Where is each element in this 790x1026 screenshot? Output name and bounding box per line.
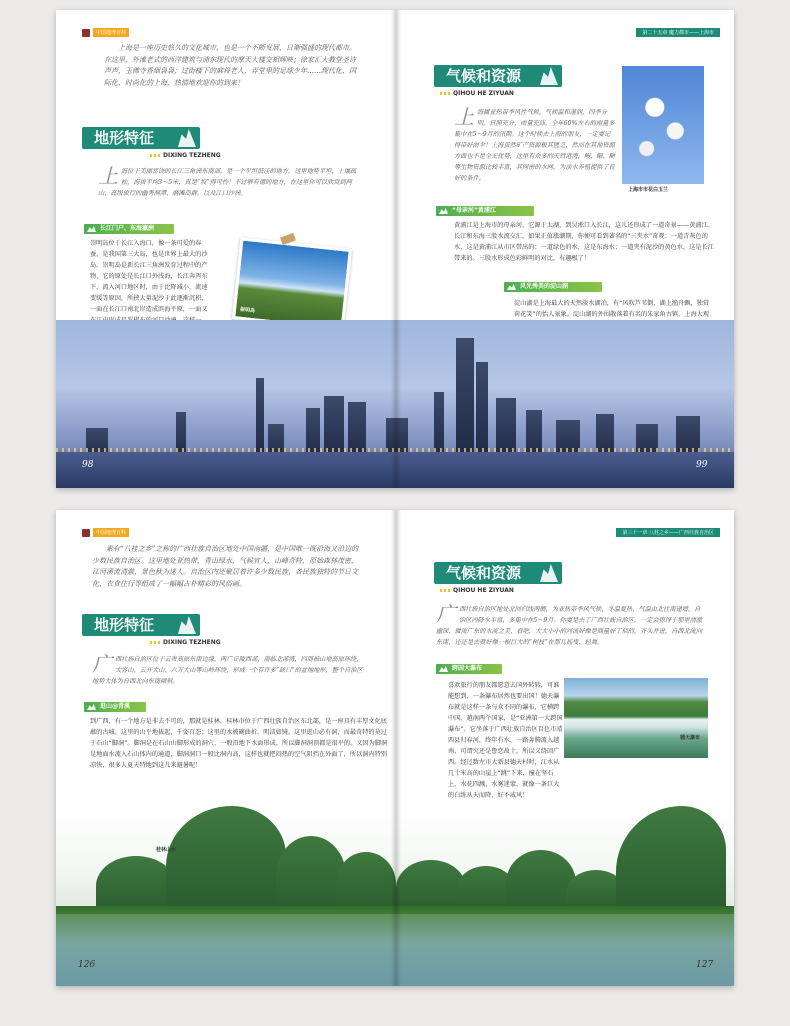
section-title-bar: [434, 562, 562, 584]
chapter-tag: 第三十一章 八桂之乡——广西壮族自治区: [616, 528, 720, 537]
page-number: 127: [696, 960, 714, 970]
bottom-spread: [56, 510, 734, 986]
intro-paragraph: 上海是一座历史悠久的文化城市，也是一个不断发展、日渐强盛的现代都市。在这里，外滩老式的西洋建筑与浦东现代的摩天大楼交相辉映；徐家汇大教堂圣诗声声，玉佛寺香烟袅袅；过街楼下的麻将老人，弄堂里的足球少年……现代化、国际化、时尚化的上海，热情地欢迎你的到来！: [104, 44, 356, 87]
section-title-bar: [82, 614, 200, 636]
drop-cap: 上: [454, 107, 474, 129]
mountain-icon: [540, 564, 558, 582]
drop-cap: 广: [92, 652, 112, 676]
header-tag: 中国地理百科: [82, 28, 129, 37]
building-silhouette: [456, 338, 474, 458]
subsection-body: 淀山湖是上海最大的天然淡水湖泊，有“风吹芦苇倒，湖上渔舟飘，独赏荷花笑”的怡人景象。淀山湖的外围散落着有名的朱家角古镇、上海大观: [514, 300, 710, 318]
subsection-body: 黄浦江是上海市的母亲河，它源于太湖，到吴淞口入长江，这儿还形成了一道奇景——黄浦江、长江和东海三股水流交汇，如果正值涨潮期，你便可看到著名的“三夹水”奇观：一道青灰色的水，这是黄浦江从市区带出的；一道绿色的水，这是东海水；一道夹有泥沙的黄色水，这是长江带来的。三股水形成色彩鲜明的对比，有趣极了！: [454, 222, 714, 262]
drop-cap: 广: [436, 604, 456, 626]
building-silhouette: [476, 362, 488, 458]
section-pinyin: DIXING TEZHENG: [150, 152, 221, 159]
karst-peak: [616, 806, 726, 916]
book-logo-icon: [82, 29, 90, 37]
section-body: 上 海属亚热带季风性气候，气候温和湿润，四季分明，日照充分，雨量充沛，全年60%左右的雨量多集中在5～9月的汛期。这个时候去上海的朋友，一定要记得带好雨伞！上海虽然矿产资源极其匮乏，然而在其他资源方面也不是全无优势，这里有众多的天然港湾，鳗、鲳、鲥等生物资源比较丰富，其网密的水网，为淡水养殖提供了良好的条件。: [454, 107, 615, 182]
drop-cap: 上: [98, 164, 118, 188]
subsection-heading: 长江门户、东海瀛洲: [84, 224, 174, 234]
section-title: 地形特征: [94, 616, 155, 634]
karst-peak: [166, 806, 286, 916]
chapter-tag: 第二十五章 魔力都市——上海市: [636, 28, 720, 37]
photo-caption: 崇明岛: [239, 306, 256, 315]
section-pinyin: DIXING TEZHENG: [150, 639, 221, 646]
section-body: 广 西壮族自治区位于云贵高原东南边缘，两广丘陵西部，南临北部湾，四周被山地高原环绕，大容山、云开大山、六万大山等山岭环绕，形成一个有许多“缺口”的盆地地形，整个自治区地势大体为自西北向东南倾斜。: [92, 652, 363, 685]
dots-decoration: [440, 92, 450, 95]
page-number: 99: [696, 460, 708, 470]
dots-decoration: [150, 154, 160, 157]
intro-paragraph: 素有“八桂之乡”之称的广西壮族自治区地处中国南疆，是中国唯一既沿海又沿边的少数民族自治区。这里地处亚热带，青山绿水，气候宜人，山峰奇特，原始森林茂密，江河溪流清澈，景色秋为迷人。自治区内还聚居着许多少数民族，各民族独特的节日文化、衣食住行等组成了一幅幅古朴精彩的风俗画。: [92, 545, 359, 588]
book-spine: [391, 10, 401, 488]
header-tag: 中国地理百科: [82, 528, 129, 537]
photo-caption: 上海市市花白玉兰: [628, 187, 669, 193]
subsection-heading: “母亲河”黄浦江: [436, 206, 534, 216]
subsection-body: 到广西，有一个地方是非去不可的，那就是桂林。桂林市位于广西壮族自治区东北部，是一座具有丰厚文化底蕴的古城。这里的山平地拔起，千姿百态；这里的水被碗曲折，明洁如镜。这里逛山必有洞，而最奇特的莫过于石山“脚洞”。脚洞是在石山山脚形成的洞穴，一般沿地下水面形成，所以脚洞洞顶都是很平的。又因为脚洞是地面水流入石山体内的通道，脚洞洞口一般比洞内高，这样也就把闷热的空气阻挡在外面了，所以洞内特别凉快，很多人夏天特地到这儿来避暑呢！: [90, 718, 388, 769]
waterfall-photo: [564, 678, 708, 758]
subsection-heading: 风光秀美的淀山湖: [504, 282, 602, 292]
section-body: 上 海位于美丽富饶的长江三角洲东南部，是一个平坦低洼的地方。这里地势平坦，土壤疏松，海拔平均3～5米，真是“坂”得可怜！不过够有德的地方，在这里你可以欣赏到两山、高级旅行的幽秀洞潭、磨滩岛群，以及江口沙洲。: [98, 164, 357, 197]
subsection-heading: 逛山@青溪: [84, 702, 146, 712]
section-body: 广 西壮族自治区地处北回归线两侧，为亚热带季风气候，冬温夏热，气温由北往南递增，自治区内降水丰富，多集中在5～9月。你要是去了广西壮族自治区，一定会惊讶于那里清澈幽深、微流广东的水流之美，看吧，大大小小的河流好像是商量好了似的，齐头并进，自西北流向东南，还还是去就好像一根巨大的“树枝”在那儿摇曳、轻舞。: [436, 604, 703, 646]
magnolia-photo: [622, 66, 704, 184]
section-title: 气候和资源: [446, 67, 522, 85]
mountain-icon: [540, 67, 558, 85]
section-title: 地形特征: [94, 129, 155, 147]
book-logo-icon: [82, 529, 90, 537]
subsection-heading: 跨国大瀑布: [436, 664, 502, 674]
section-title-bar: [434, 65, 562, 87]
section-title: 气候和资源: [446, 564, 522, 582]
photo-caption: 桂林山水: [156, 847, 177, 853]
page-number: 98: [82, 460, 94, 470]
island-photo: [232, 237, 352, 330]
building-silhouette: [256, 378, 264, 458]
subsection-body: 喜欢旅行的朋友都愿意去国外转转，可谁能想到，一条瀑布居然也要出国！德天瀑布就是这样一条与众不同的瀑布，它横跨中国、越南两个国家，是“亚洲第一大跨国瀑布”。它坐落于广西壮族自治区百色市靖西县归春河，终年有水，一路奔腾流入越南，可谓究还是鲁恋故土，所以又绕回广西。经过数左市大新县德天村时，江水从几十米高的山崖上“跳”下来，撞在坚石上，水花四溅，水雾迷蒙，就像一条巨大的白练从天而降，好不威风！: [448, 682, 563, 799]
subsection-body: 崇明岛位于长江入海口，像一条可爱的春蚕，是我国第三大岛，也是世界上最大的沙岛。崇明岛是新长江三角洲发育过程中的产物，它的原处是长江口外浅海，长江奔泻东下，流入河口地区时，由于比降减小，流速变缓等原因，所挟大量泥沙于此逐渐沉积，一面在长江口南北岸造成滨海平原，一面又: [90, 240, 208, 313]
book-spine: [391, 510, 401, 986]
dots-decoration: [440, 589, 450, 592]
mountain-icon: [178, 616, 196, 634]
page-number: 126: [78, 960, 96, 970]
mountain-icon: [178, 129, 196, 147]
dots-decoration: [150, 641, 160, 644]
section-title-bar: [82, 127, 200, 149]
section-pinyin: QIHOU HE ZIYUAN: [440, 587, 514, 594]
section-pinyin: QIHOU HE ZIYUAN: [440, 90, 514, 97]
top-spread: [56, 10, 734, 488]
photo-caption: 德天瀑布: [680, 735, 701, 741]
